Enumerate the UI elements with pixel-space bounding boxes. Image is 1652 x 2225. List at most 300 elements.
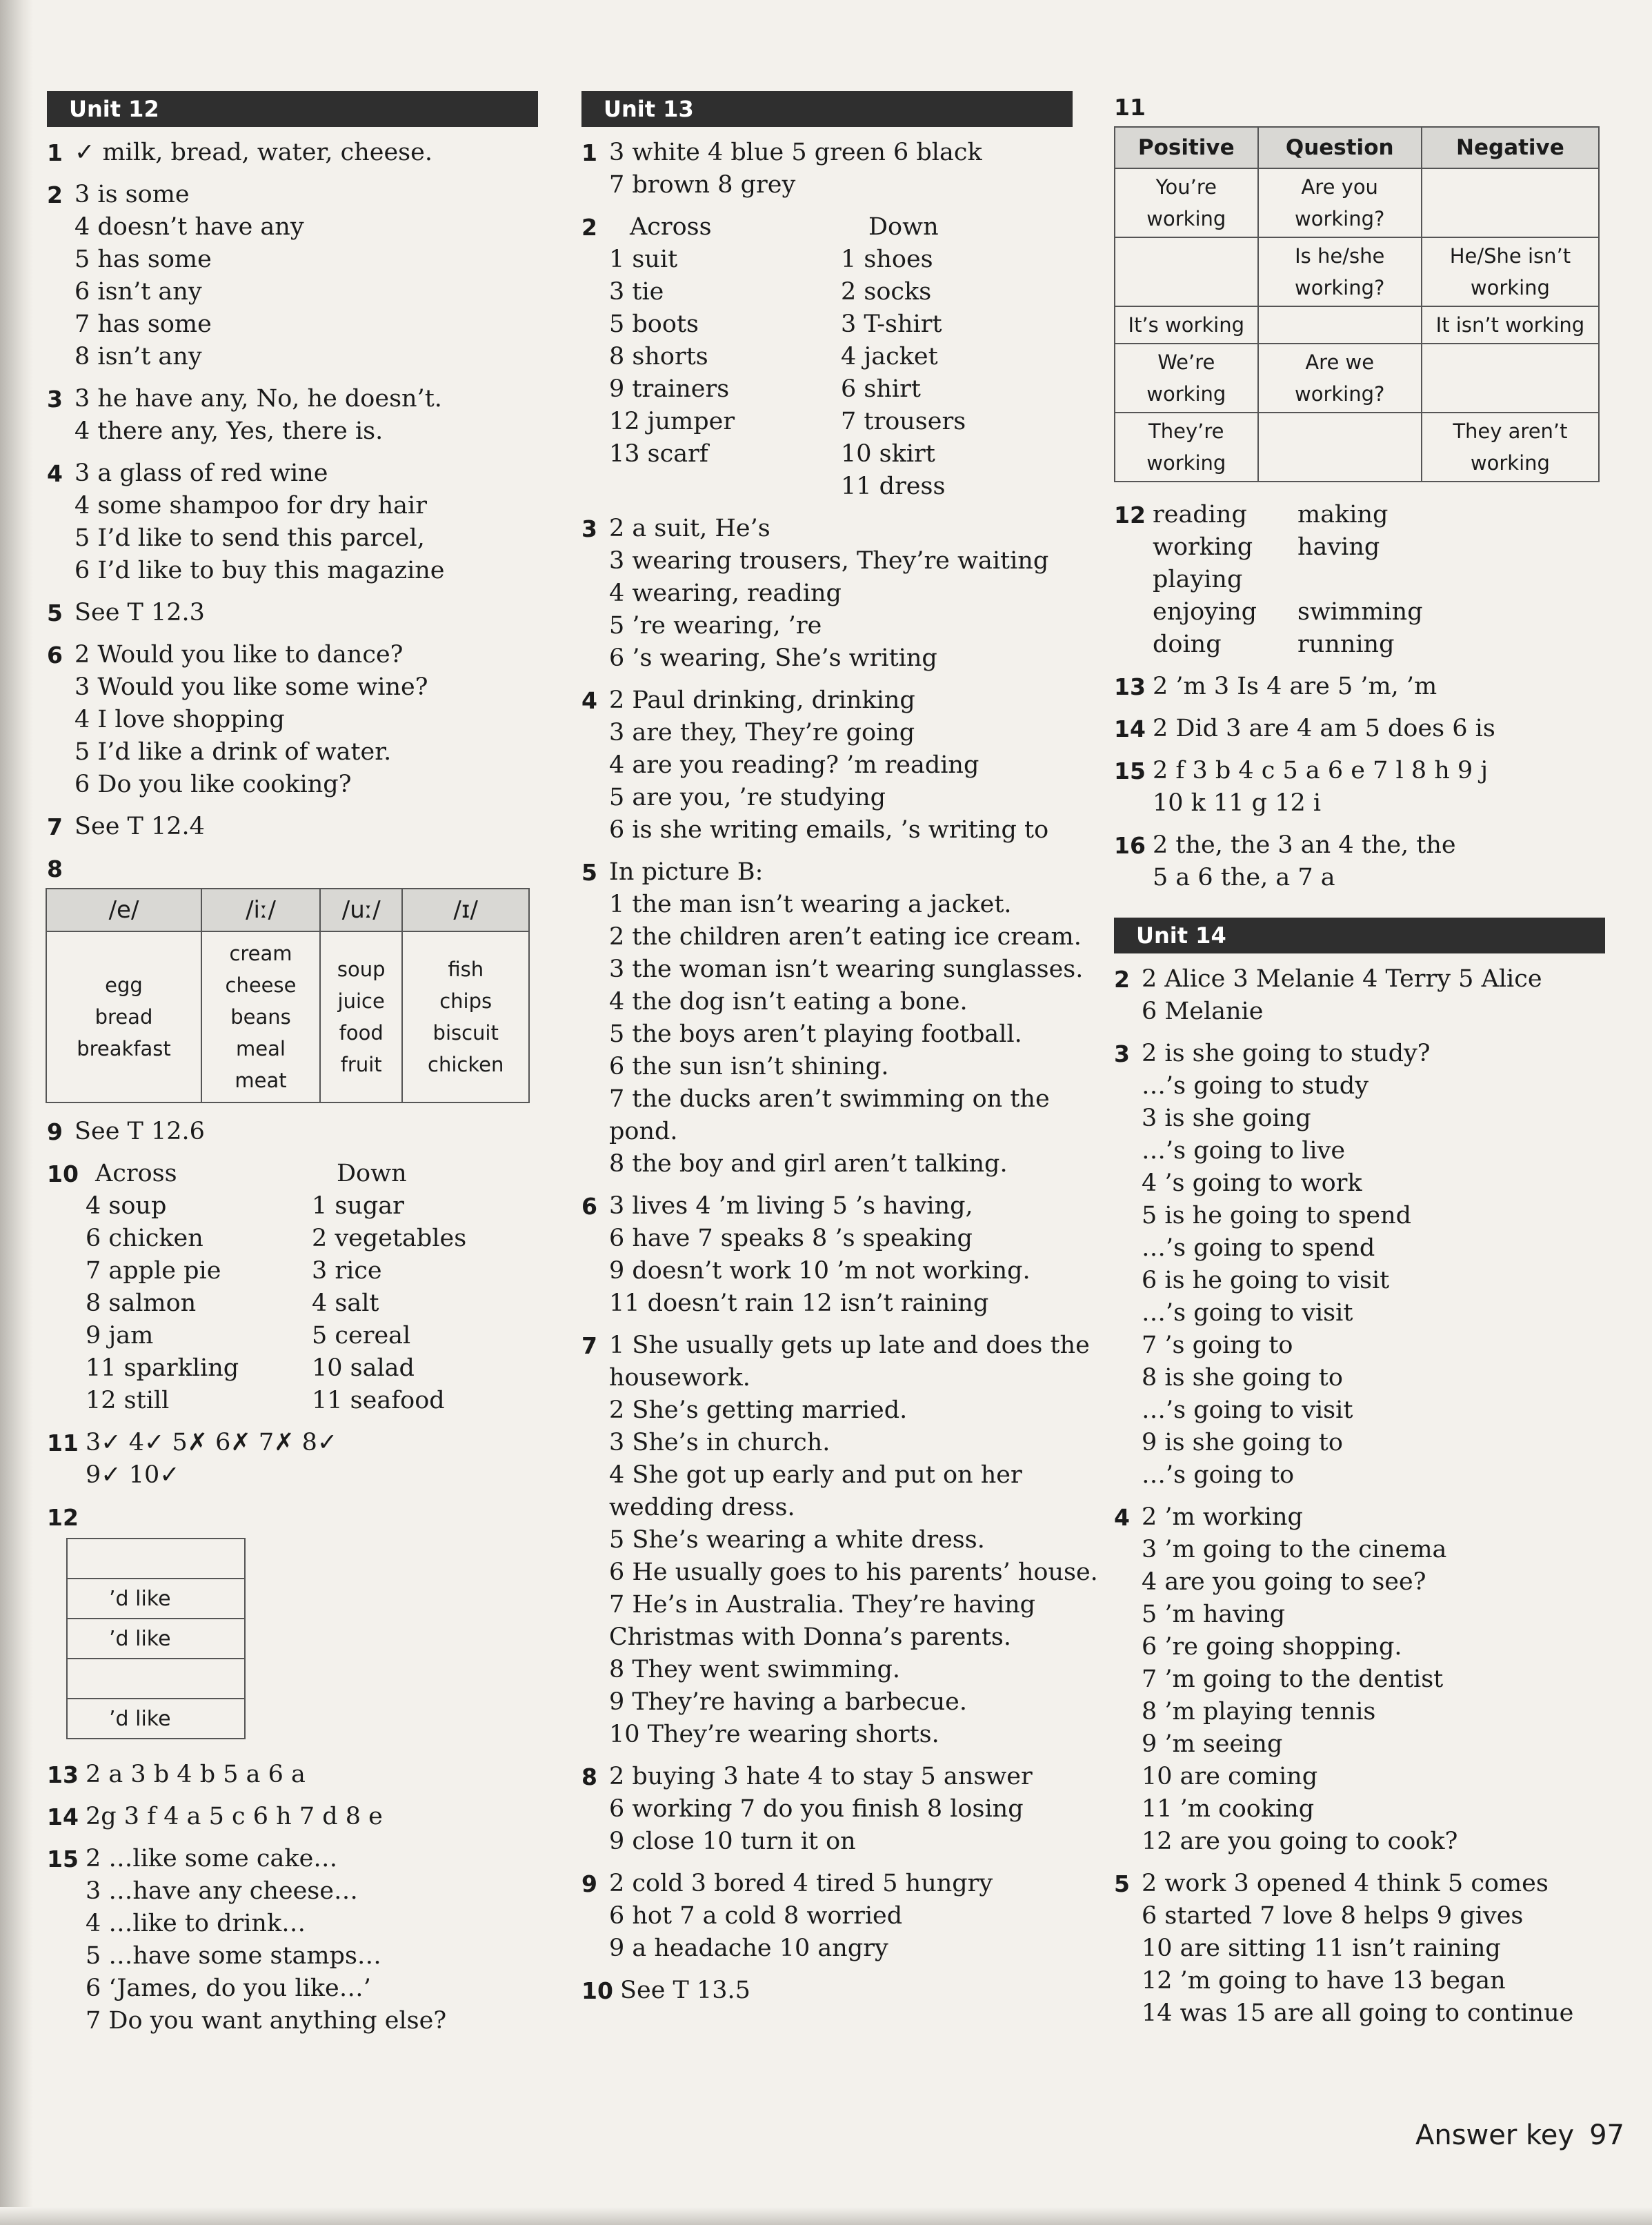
answer-line: 1 suit [609, 246, 678, 273]
answer-line: 2 is she going to study? [1142, 1040, 1431, 1067]
u13-q16 [1114, 829, 1605, 894]
sound-header: /e/ [46, 889, 201, 931]
table-cell [1422, 344, 1599, 413]
answer-line: 3 a glass of red wine [74, 459, 328, 487]
answer-line: biscuit [432, 1021, 499, 1045]
down-title: Down [868, 213, 939, 241]
answer-line: wedding dress. [609, 1494, 795, 1521]
answer-line: 9 trainers [609, 375, 730, 403]
answer-line: 11 seafood [312, 1387, 445, 1414]
q-number: 9 [581, 1870, 597, 1897]
answer-line: ✓ milk, bread, water, cheese. [74, 139, 432, 166]
answer-line: 5 I’d like a drink of water. [74, 738, 392, 766]
u12-q5 [47, 597, 538, 629]
answer-line: meal [236, 1037, 286, 1060]
answer-lines [74, 137, 538, 169]
q-number: 13 [1114, 673, 1146, 700]
column-unit-13 [581, 91, 1098, 2017]
table-cell: Are you working? [1258, 168, 1422, 237]
q-number: 2 [47, 181, 63, 208]
answer-line: See T 12.4 [74, 813, 205, 840]
answer-line: chips [439, 989, 492, 1013]
sound-words [201, 931, 320, 1102]
q-number: 1 [47, 139, 63, 166]
u13-q11-label [1114, 91, 1605, 123]
answer-line: 7 apple pie [86, 1257, 221, 1285]
down-lines [841, 244, 1073, 503]
answer-line: 3 he have any, No, he doesn’t. [74, 385, 442, 413]
u14-q5 [1114, 1868, 1605, 2030]
answer-line: 2 f 3 b 4 c 5 a 6 e 7 l 8 h 9 j [1153, 757, 1489, 784]
answer-line: 2g 3 f 4 a 5 c 6 h 7 d 8 e [86, 1803, 383, 1830]
answer-line: 10 are sitting 11 isn’t raining [1142, 1935, 1501, 1962]
answer-line: 3 She’s in church. [609, 1429, 830, 1456]
answer-line: 2 the children aren’t eating ice cream. [609, 923, 1082, 951]
q-number: 4 [47, 460, 63, 487]
q-number: 10 [581, 1977, 613, 2004]
q-number: 6 [581, 1193, 597, 1220]
sound-header: /uː/ [320, 889, 402, 931]
q-number: 15 [1114, 758, 1146, 784]
q-number: 10 [47, 1160, 79, 1187]
ing-forms [1153, 499, 1442, 661]
answer-line: 14 was 15 are all going to continue [1142, 1999, 1574, 2027]
answer-line: 1 sugar [312, 1192, 404, 1220]
answer-line: 12 are you going to cook? [1142, 1828, 1458, 1855]
q-number: 2 [1114, 966, 1130, 993]
answer-lines [86, 1759, 538, 1791]
answer-line: 8 is she going to [1142, 1364, 1343, 1392]
answer-line: 6 the sun isn’t shining. [609, 1053, 889, 1080]
answer-line: 5 a 6 the, a 7 a [1153, 864, 1335, 891]
answer-line: 5 are you, ’re studying [609, 784, 886, 811]
answer-lines [1142, 963, 1605, 1028]
answer-line: 3 wearing trousers, They’re waiting [609, 547, 1049, 575]
table-cell [1422, 168, 1599, 237]
answer-line: 2 buying 3 hate 4 to stay 5 answer [609, 1763, 1033, 1790]
answer-line: 6 working 7 do you finish 8 losing [609, 1795, 1024, 1823]
table-cell [67, 1659, 245, 1699]
answer-line: 12 jumper [609, 408, 735, 435]
answer-line: food [339, 1021, 384, 1045]
answer-lines [609, 137, 1073, 201]
answer-line: 9 a headache 10 angry [609, 1935, 888, 1962]
answer-lines [1142, 1868, 1605, 2030]
answer-line: …’s going to visit [1142, 1396, 1353, 1424]
across-column [86, 1158, 312, 1417]
footer-label: Answer key [1415, 2119, 1575, 2151]
q-number: 5 [47, 600, 63, 626]
u12-q1 [47, 137, 538, 169]
answer-line: 4 wearing, reading [609, 580, 842, 607]
answer-line: 3 Would you like some wine? [74, 673, 428, 701]
answer-line: 4 soup [86, 1192, 167, 1220]
table-cell: ’d like [67, 1579, 245, 1619]
answer-lines [609, 1761, 1073, 1858]
answer-line: 3 the woman isn’t wearing sunglasses. [609, 956, 1084, 983]
ing-left [1153, 499, 1297, 661]
answer-line: running [1297, 631, 1395, 658]
u13-q1 [581, 137, 1073, 201]
answer-line: 2 Would you like to dance? [74, 641, 404, 669]
q-number: 1 [581, 139, 597, 166]
answer-lines [74, 597, 538, 629]
q-number: 15 [47, 1846, 79, 1872]
answer-lines [74, 383, 538, 448]
answer-line: …’s going to visit [1142, 1299, 1353, 1327]
answer-line: 3 T-shirt [841, 310, 942, 338]
answer-line: 2 Did 3 are 4 am 5 does 6 is [1153, 715, 1495, 742]
u12-q12-label [47, 1501, 538, 1534]
answer-line: 11 ’m cooking [1142, 1795, 1315, 1823]
table-cell: Is he/she working? [1258, 237, 1422, 306]
q-number: 4 [581, 687, 597, 714]
answer-line: 6 isn’t any [74, 278, 202, 306]
answer-lines [609, 1868, 1073, 1965]
u12-q15 [47, 1843, 538, 2037]
table-header: Positive [1115, 127, 1258, 168]
across-column [609, 211, 841, 503]
across-title: Across [630, 213, 712, 241]
answer-line: 4 doesn’t have any [74, 213, 304, 241]
answer-line: 2 She’s getting married. [609, 1396, 908, 1424]
q-number: 11 [47, 1430, 79, 1456]
answer-line: 1 the man isn’t wearing a jacket. [609, 891, 1012, 918]
answer-line: 10 salad [312, 1354, 415, 1382]
u13-q7 [581, 1329, 1098, 1751]
answer-line: egg [105, 973, 143, 997]
answer-line: 5 has some [74, 246, 212, 273]
answer-line: 5 She’s wearing a white dress. [609, 1526, 985, 1554]
table-cell: It’s working [1115, 306, 1258, 344]
answer-line: 3✓ 4✓ 5✗ 6✗ 7✗ 8✓ [86, 1429, 338, 1456]
u12-q10 [47, 1158, 538, 1417]
u14-q4 [1114, 1501, 1605, 1858]
answer-line: 6 started 7 love 8 helps 9 gives [1142, 1902, 1524, 1930]
answer-line: 7 has some [74, 310, 212, 338]
answer-line: 8 ’m playing tennis [1142, 1698, 1376, 1725]
table-cell: They aren’t working [1422, 413, 1599, 482]
answer-lines [609, 684, 1073, 847]
u13-q12 [1114, 499, 1605, 661]
u13-q4 [581, 684, 1073, 847]
q-number: 8 [581, 1763, 597, 1790]
answer-line: 7 Do you want anything else? [86, 2007, 447, 2035]
answer-line: 5 the boys aren’t playing football. [609, 1020, 1022, 1048]
answer-line: 3 rice [312, 1257, 382, 1285]
u13-q3 [581, 513, 1073, 675]
table-cell: Are we working? [1258, 344, 1422, 413]
answer-lines [86, 1801, 538, 1833]
page-footer [1415, 2119, 1624, 2151]
answer-line: 5 boots [609, 310, 699, 338]
answer-line: 4 She got up early and put on her [609, 1461, 1022, 1489]
answer-line: 10 k 11 g 12 i [1153, 789, 1322, 817]
answer-line: See T 13.5 [620, 1977, 750, 2004]
q-number: 13 [47, 1761, 79, 1788]
answer-lines [74, 811, 538, 843]
answer-line: 4 there any, Yes, there is. [74, 417, 384, 445]
answer-line: having [1297, 533, 1380, 561]
answer-line: 13 scarf [609, 440, 708, 468]
answer-line: 7 ’m going to the dentist [1142, 1665, 1444, 1693]
u12-q4 [47, 457, 538, 587]
sound-header: /ɪ/ [402, 889, 529, 931]
answer-line: 3 is some [74, 181, 190, 208]
answer-line: 10 They’re wearing shorts. [609, 1721, 939, 1748]
u13-q5 [581, 856, 1084, 1180]
q-number: 3 [1114, 1040, 1130, 1067]
answer-line: 2 ’m working [1142, 1503, 1303, 1531]
crossword-answers [86, 1158, 538, 1417]
answer-line: See T 12.3 [74, 599, 205, 626]
answer-line: 6 ‘James, do you like…’ [86, 1975, 371, 2002]
answer-lines [86, 1843, 538, 2037]
answer-line: soup [337, 958, 386, 981]
answer-line: 6 ’re going shopping. [1142, 1633, 1402, 1661]
answer-line: 9 ’m seeing [1142, 1730, 1283, 1758]
answer-line: In picture B: [609, 858, 764, 886]
u13-q9 [581, 1868, 1073, 1965]
answer-line: 4 salt [312, 1289, 379, 1317]
answer-line: 3 white 4 blue 5 green 6 black [609, 139, 982, 166]
answer-line: 11 sparkling [86, 1354, 239, 1382]
u13-q14 [1114, 713, 1605, 745]
answer-lines [620, 1975, 1073, 2007]
table-cell: ’d like [67, 1619, 245, 1659]
answer-lines [86, 1427, 538, 1492]
answer-lines [1153, 829, 1605, 894]
answer-line: 3 lives 4 ’m living 5 ’s having, [609, 1192, 973, 1220]
present-continuous-table [1114, 126, 1600, 482]
answer-line: 7 the ducks aren’t swimming on the [609, 1085, 1050, 1113]
table-cell: ’d like [67, 1699, 245, 1739]
answer-line: 1 She usually gets up late and does the [609, 1332, 1090, 1359]
q-number: 5 [581, 859, 597, 886]
answer-lines [74, 179, 538, 373]
answer-line: juice [337, 989, 385, 1013]
answer-line: See T 12.6 [74, 1118, 205, 1145]
answer-line: 9 close 10 turn it on [609, 1828, 856, 1855]
q-number: 2 [581, 214, 597, 241]
answer-line: bread [94, 1005, 153, 1029]
answer-line: reading [1153, 501, 1247, 528]
answer-line: 7 brown 8 grey [609, 171, 796, 199]
answer-line: 7 He’s in Australia. They’re having [609, 1591, 1036, 1619]
answer-line: swimming [1297, 598, 1423, 626]
answer-line: 2 Alice 3 Melanie 4 Terry 5 Alice [1142, 965, 1542, 993]
answer-line: 9 doesn’t work 10 ’m not working. [609, 1257, 1031, 1285]
table-cell: He/She isn’t working [1422, 237, 1599, 306]
answer-line: 8 isn’t any [74, 343, 202, 370]
q-number: 12 [1114, 502, 1146, 528]
table-header: Question [1258, 127, 1422, 168]
sound-header: /iː/ [201, 889, 320, 931]
answer-line: 4 some shampoo for dry hair [74, 492, 427, 520]
answer-line: 6 is she writing emails, ’s writing to [609, 816, 1049, 844]
answer-line: 5 ’re wearing, ’re [609, 612, 822, 640]
unit-14-heading: Unit 14 [1114, 918, 1605, 953]
across-lines [86, 1190, 312, 1417]
u12-q13 [47, 1759, 538, 1791]
answer-line: 1 shoes [841, 246, 933, 273]
u12-q2 [47, 179, 538, 373]
table-cell [1115, 237, 1258, 306]
table-cell: They’re working [1115, 413, 1258, 482]
u12-q3 [47, 383, 538, 448]
answer-line: 8 salmon [86, 1289, 197, 1317]
answer-line: pond. [609, 1118, 678, 1145]
table-cell [1258, 413, 1422, 482]
answer-line: 5 cereal [312, 1322, 411, 1349]
sounds-table [46, 888, 530, 1103]
answer-line: …’s going to live [1142, 1137, 1346, 1165]
answer-line: …’s going to study [1142, 1072, 1369, 1100]
answer-line: 10 skirt [841, 440, 935, 468]
down-column [841, 211, 1073, 503]
answer-lines [1153, 671, 1605, 703]
answer-line: 9 jam [86, 1322, 154, 1349]
u14-q3 [1114, 1038, 1605, 1492]
page-number: 97 [1589, 2119, 1624, 2151]
down-title: Down [337, 1160, 407, 1187]
answer-line: 2 the, the 3 an 4 the, the [1153, 831, 1456, 859]
across-title: Across [95, 1160, 177, 1187]
sound-words [320, 931, 402, 1102]
answer-line: playing [1153, 566, 1243, 593]
answer-line: 5 …have some stamps… [86, 1942, 381, 1970]
answer-lines [1153, 713, 1605, 745]
answer-line: chicken [428, 1053, 504, 1076]
answer-line: 6 have 7 speaks 8 ’s speaking [609, 1225, 973, 1252]
answer-lines [609, 1190, 1073, 1320]
table-cell: We’re working [1115, 344, 1258, 413]
q-number: 3 [581, 515, 597, 542]
answer-line: 11 doesn’t rain 12 isn’t raining [609, 1289, 989, 1317]
answer-line: 10 are coming [1142, 1763, 1318, 1790]
table-header: Negative [1422, 127, 1599, 168]
answer-line: 9✓ 10✓ [86, 1461, 180, 1489]
answer-line: 2 socks [841, 278, 932, 306]
unit-12-heading: Unit 12 [47, 91, 538, 127]
answer-line: 6 I’d like to buy this magazine [74, 557, 445, 584]
q-number: 4 [1114, 1504, 1130, 1531]
u12-q8-label [47, 853, 538, 885]
answer-line: 4 jacket [841, 343, 938, 370]
answer-lines [74, 1116, 538, 1148]
q-number: 14 [1114, 715, 1146, 742]
answer-line: 6 ’s wearing, She’s writing [609, 644, 937, 672]
answer-line: 3 is she going [1142, 1105, 1311, 1132]
q-number: 9 [47, 1118, 63, 1145]
answer-lines [1153, 755, 1605, 820]
answer-line: cream [229, 942, 292, 965]
answer-line: …’s going to spend [1142, 1234, 1375, 1262]
sound-words [46, 931, 201, 1102]
answer-line: …’s going to [1142, 1461, 1295, 1489]
u12-q7 [47, 811, 538, 843]
answer-line: 3 are they, They’re going [609, 719, 915, 746]
down-lines [312, 1190, 538, 1417]
q-number: 7 [581, 1332, 597, 1359]
u12-q14 [47, 1801, 538, 1833]
table-cell: You’re working [1115, 168, 1258, 237]
answer-line: 4 I love shopping [74, 706, 285, 733]
scan-edge [0, 0, 33, 2225]
answer-line: 7 trousers [841, 408, 966, 435]
q-number: 16 [1114, 832, 1146, 859]
answer-line: 2 cold 3 bored 4 tired 5 hungry [609, 1870, 993, 1897]
answer-line: breakfast [77, 1037, 171, 1060]
answer-lines [609, 856, 1083, 1180]
answer-line: 8 They went swimming. [609, 1656, 901, 1683]
answer-line: 3 …have any cheese… [86, 1877, 358, 1905]
answer-line: 6 Melanie [1142, 998, 1264, 1025]
answer-line: 6 shirt [841, 375, 921, 403]
answer-line: 2 vegetables [312, 1225, 467, 1252]
table-cell [1258, 306, 1422, 344]
q-number: 3 [47, 386, 63, 413]
u13-q13 [1114, 671, 1605, 703]
would-like-table [66, 1538, 246, 1739]
answer-line: fruit [340, 1053, 382, 1076]
table-cell: It isn’t working [1422, 306, 1599, 344]
answer-line: 2 a suit, He’s [609, 515, 770, 542]
answer-line: 3 tie [609, 278, 664, 306]
answer-line: Christmas with Donna’s parents. [609, 1623, 1012, 1651]
answer-line: 5 ’m having [1142, 1601, 1286, 1628]
q-number: 11 [1114, 94, 1146, 121]
answer-line: 8 the boy and girl aren’t talking. [609, 1150, 1008, 1178]
down-column [312, 1158, 538, 1417]
answer-line: 5 I’d like to send this parcel, [74, 524, 425, 552]
answer-line: cheese [225, 973, 297, 997]
column-unit-12 [47, 91, 538, 2047]
u12-q6 [47, 639, 538, 801]
answer-line: 3 ’m going to the cinema [1142, 1536, 1447, 1563]
table-cell [67, 1539, 245, 1579]
answer-line: 4 ’s going to work [1142, 1169, 1362, 1197]
answer-line: 4 are you going to see? [1142, 1568, 1426, 1596]
u13-q6 [581, 1190, 1073, 1320]
answer-lines [74, 457, 538, 587]
answer-line: 9 is she going to [1142, 1429, 1343, 1456]
u12-q9 [47, 1116, 538, 1148]
answer-line: working [1153, 533, 1253, 561]
answer-line: 4 …like to drink… [86, 1910, 306, 1937]
answer-line: meat [235, 1069, 287, 1092]
answer-line: fish [448, 958, 484, 981]
across-lines [609, 244, 841, 471]
q-number: 12 [47, 1504, 79, 1531]
u13-q8 [581, 1761, 1073, 1858]
q-number: 7 [47, 813, 63, 840]
q-number: 14 [47, 1803, 79, 1830]
ing-right [1297, 499, 1442, 661]
u13-q2 [581, 211, 1073, 503]
q-number: 6 [47, 642, 63, 669]
answer-lines [1142, 1501, 1605, 1858]
answer-line: making [1297, 501, 1389, 528]
answer-line: 7 ’s going to [1142, 1332, 1293, 1359]
answer-line: 11 dress [841, 473, 946, 500]
answer-line: 2 …like some cake… [86, 1845, 338, 1872]
answer-line: 2 work 3 opened 4 think 5 comes [1142, 1870, 1549, 1897]
answer-line: 4 are you reading? ’m reading [609, 751, 979, 779]
u12-q11 [47, 1427, 538, 1492]
q-number: 5 [1114, 1870, 1130, 1897]
column-unit-13-cont-14 [1114, 91, 1605, 2039]
